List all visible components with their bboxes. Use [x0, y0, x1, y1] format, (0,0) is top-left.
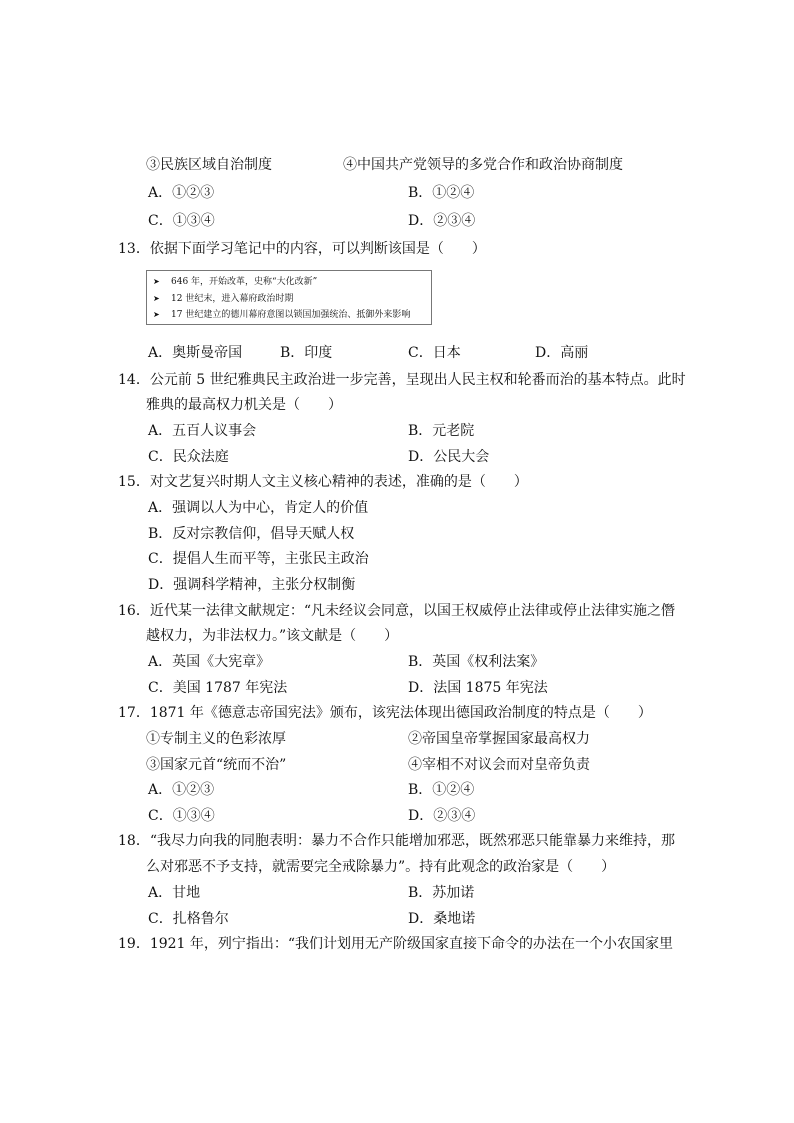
option-4: ④宰相不对议会而对皇帝负责: [408, 757, 590, 773]
choice-c: C．扎格鲁尔: [148, 911, 229, 927]
arrow-icon: ➤: [153, 310, 160, 319]
choice-b: B．元老院: [408, 423, 475, 439]
question-16-stem: 16．近代某一法律文献规定：“凡未经议会同意，以国王权威停止法律或停止法律实施之僭: [118, 603, 675, 619]
choice-d: D．②③④: [408, 808, 476, 824]
choice-b: B．反对宗教信仰，倡导天赋人权: [148, 526, 355, 542]
choice-b: B．英国《权利法案》: [408, 654, 545, 670]
option-3: ③国家元首“统而不治”: [146, 757, 287, 773]
question-15-stem: 15．对文艺复兴时期人文主义核心精神的表述，准确的是（ ）: [118, 474, 528, 490]
arrow-icon: ➤: [153, 293, 160, 303]
choice-a: A．五百人议事会: [148, 423, 257, 439]
question-13-stem: 13．依据下面学习笔记中的内容，可以判断该国是（ ）: [118, 241, 486, 257]
choice-c: C．提倡人生而平等，主张民主政治: [148, 551, 369, 567]
choice-b: B．苏加诺: [408, 885, 475, 901]
choice-a: A．①②③: [148, 782, 215, 798]
question-14-stem-cont: 雅典的最高权力机关是（ ）: [146, 397, 342, 413]
option-1: ①专制主义的色彩浓厚: [146, 731, 286, 747]
note-item: ➤ 17 世纪建立的德川幕府意图以锁国加强统治、抵御外来影响: [153, 307, 423, 324]
question-18-stem: 18．“我尽力向我的同胞表明：暴力不合作只能增加邪恶，既然邪恶只能靠暴力来维持，那: [118, 833, 675, 849]
choice-a: A．强调以人为中心，肯定人的价值: [148, 500, 369, 516]
question-19-stem: 19．1921 年，列宁指出：“我们计划用无产阶级国家直接下命令的办法在一个小农国家里: [118, 936, 674, 952]
choice-d: D．强调科学精神，主张分权制衡: [148, 577, 356, 593]
choice-d: D．②③④: [408, 213, 476, 229]
choice-a: A．英国《大宪章》: [148, 654, 271, 670]
choice-a: A．①②③: [148, 185, 215, 201]
choice-a: A．奥斯曼帝国: [148, 345, 243, 361]
study-notes-box: [146, 270, 432, 325]
choice-b: B．印度: [280, 345, 333, 361]
choice-d: D．法国 1875 年宪法: [408, 680, 548, 696]
choice-d: D．桑地诺: [408, 911, 476, 927]
choice-c: C．①③④: [148, 808, 215, 824]
question-18-stem-cont: 么对邪恶不予支持，就需要完全戒除暴力”。持有此观念的政治家是（ ）: [146, 859, 616, 875]
choice-c: C．民众法庭: [148, 449, 229, 465]
option-2: ②帝国皇帝掌握国家最高权力: [408, 731, 590, 747]
option-4: ④中国共产党领导的多党合作和政治协商制度: [343, 157, 623, 173]
question-17-stem: 17．1871 年《德意志帝国宪法》颁布，该宪法体现出德国政治制度的特点是（ ）: [118, 705, 652, 721]
choice-d: D．公民大会: [408, 449, 490, 465]
option-3: ③民族区域自治制度: [146, 157, 272, 173]
question-16-stem-cont: 越权力，为非法权力。”该文献是（ ）: [146, 628, 399, 644]
note-item: ➤ 12 世纪末，进入幕府政治时期: [153, 291, 423, 308]
choice-c: C．①③④: [148, 213, 215, 229]
choice-b: B．①②④: [408, 185, 475, 201]
choice-c: C．美国 1787 年宪法: [148, 680, 288, 696]
choice-d: D．高丽: [535, 345, 589, 361]
note-item: ➤ 646 年，开始改革，史称“大化改新”: [153, 274, 423, 291]
choice-b: B．①②④: [408, 782, 475, 798]
question-14-stem: 14．公元前 5 世纪雅典民主政治进一步完善，呈现出人民主权和轮番而治的基本特点。此时: [118, 372, 686, 388]
choice-c: C．日本: [408, 345, 461, 361]
arrow-icon: ➤: [153, 277, 160, 286]
choice-a: A．甘地: [148, 885, 201, 901]
